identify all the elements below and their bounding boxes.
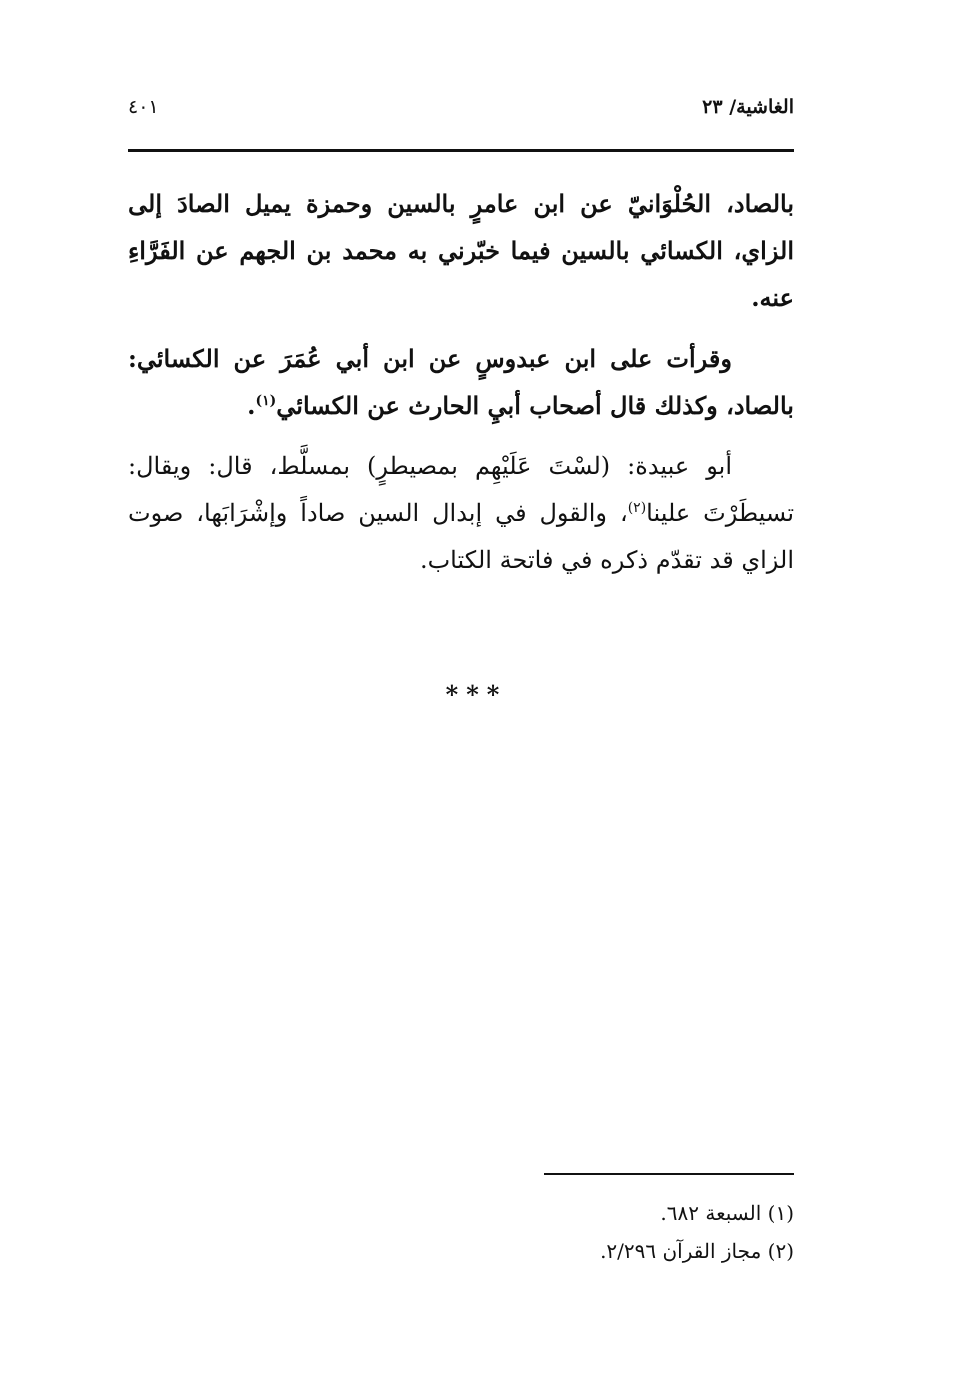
paragraph-3-text: أبو عبيدة: (لسْتَ عَلَيْهِم بمصيطرٍ) بمسلَّط، قال: ويقال: تسيطَرْتَ علينا bbox=[128, 452, 794, 527]
paragraph-3-tail: ، والقول في إبدال السين صاداً وإشْرَابَها، صوت الزاي قد تقدّم ذكره في فاتحة الكتاب. bbox=[128, 499, 794, 574]
paragraph-1-text: بالصاد، الحُلْوَانيّ عن ابن عامرٍ بالسين وحمزة يميل الصادَ إلى الزاي، الكسائي بالسين فيما خبّرني به محمد بن الجهم عن الفَرَّاءِ عنه. bbox=[128, 189, 794, 312]
page-header bbox=[128, 96, 794, 130]
paragraph-1 bbox=[128, 180, 794, 321]
footnotes bbox=[128, 1194, 794, 1270]
footnote-ref-2[interactable]: (٢) bbox=[627, 500, 647, 516]
running-title: الغاشية/ ٢٣ bbox=[702, 96, 794, 118]
paragraph-2 bbox=[128, 335, 794, 429]
footnote-1: (١) السبعة ٦٨٢. bbox=[660, 1201, 794, 1225]
header-rule bbox=[128, 149, 794, 152]
footnote-ref-1[interactable]: (١) bbox=[255, 393, 277, 409]
main-text bbox=[128, 180, 794, 598]
paragraph-2-tail: . bbox=[247, 391, 256, 420]
section-separator: *** bbox=[445, 680, 508, 709]
page-number: ٤٠١ bbox=[128, 96, 159, 118]
footnote-rule bbox=[544, 1173, 794, 1175]
footnote-2: (٢) مجاز القرآن ٢/٢٩٦. bbox=[600, 1239, 794, 1263]
paragraph-2-text: وقرأت على ابن عبدوسٍ عن ابن أبي عُمَرَ عن الكسائي: بالصاد، وكذلك قال أصحاب أبيِ الحارث عن الكسائي bbox=[128, 344, 794, 420]
paragraph-3 bbox=[128, 443, 794, 584]
